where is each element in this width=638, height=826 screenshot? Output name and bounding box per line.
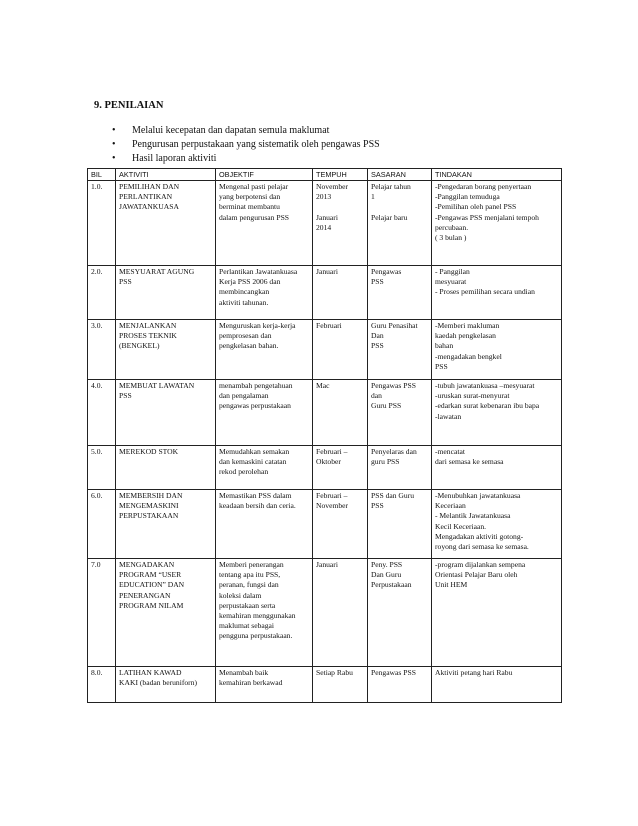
objektif-line: berminat membantu [219, 202, 280, 212]
cell-tempuh [313, 559, 368, 667]
cell-objektif [216, 490, 313, 559]
objektif-line: menambah pengetahuan [219, 381, 293, 390]
tindakan-line: dari semasa ke semasa [435, 457, 504, 467]
objektif-line: koleksi dalam [219, 590, 262, 600]
cell-tempuh [313, 667, 368, 703]
objektif-line: Kerja PSS 2006 dan [219, 277, 281, 287]
cell-sasaran [368, 559, 432, 667]
sasaran-line: dan [371, 391, 382, 401]
header-sasaran: SASARAN [368, 169, 432, 181]
cell-aktiviti [116, 320, 216, 380]
objektif-line: rekod perolehan [219, 467, 269, 477]
aktiviti-line: PERLANTIKAN [119, 192, 173, 202]
cell-tindakan [432, 490, 562, 559]
table-row [88, 446, 562, 490]
objektif-line: dalam pengurusan PSS [219, 212, 290, 222]
tindakan-line: Keceriaan [435, 501, 466, 511]
cell-sasaran [368, 181, 432, 266]
tindakan-line: Unit HEM [435, 580, 468, 590]
cell-aktiviti [116, 380, 216, 446]
tempuh-line: Februari [316, 321, 342, 330]
table-row [88, 181, 562, 266]
sasaran-line: PSS [371, 341, 384, 351]
sasaran-line: Dan [371, 331, 384, 341]
sasaran-line: Dan Guru [371, 570, 402, 580]
cell-tempuh [313, 181, 368, 266]
cell-bil: 4.0. [88, 380, 116, 446]
aktiviti-line: PROGRAM “USER [119, 570, 182, 580]
objektif-line: peranan, fungsi dan [219, 580, 279, 590]
sasaran-line: Guru PSS [371, 401, 402, 411]
tindakan-line: -Memberi makluman [435, 321, 500, 330]
aktiviti-line: MEREKOD STOK [119, 447, 179, 456]
objektif-line: Mengenal pasti pelajar [219, 182, 289, 191]
cell-sasaran [368, 667, 432, 703]
cell-tindakan [432, 181, 562, 266]
sasaran-line: 1 [371, 192, 375, 202]
cell-sasaran [368, 490, 432, 559]
cell-tindakan [432, 559, 562, 667]
cell-tempuh [313, 490, 368, 559]
sasaran-line: Penyelaras dan [371, 447, 417, 456]
sasaran-line [371, 202, 428, 212]
aktiviti-line: MENGADAKAN [119, 560, 175, 569]
objektif-line: maklumat sebagai [219, 621, 275, 631]
tempuh-line: Februari – [316, 447, 348, 456]
tindakan-line: bahan [435, 341, 454, 351]
table-row [88, 266, 562, 320]
tindakan-line: -Pengedaran borang penyertaan [435, 182, 532, 191]
cell-sasaran [368, 446, 432, 490]
tindakan-line: -edarkan surat kebenaran ibu bapa [435, 401, 540, 411]
cell-bil: 2.0. [88, 266, 116, 320]
cell-bil: 3.0. [88, 320, 116, 380]
cell-bil: 7.0 [88, 559, 116, 667]
tempuh-line: November [316, 501, 349, 511]
sasaran-line: Pengawas PSS [371, 381, 416, 390]
sasaran-line: Peny. PSS [371, 560, 403, 569]
table-row [88, 490, 562, 559]
tindakan-line: Mengadakan aktiviti gotong- [435, 531, 524, 541]
aktiviti-line: EDUCATION” DAN [119, 580, 185, 590]
bullet-item: • Hasil laporan aktiviti [112, 152, 380, 166]
aktiviti-line: KAKI (badan beruniforn) [119, 678, 198, 688]
tempuh-line [316, 202, 364, 212]
bullet-item: • Melalui kecepatan dan dapatan semula maklumat [112, 124, 380, 138]
evaluation-bullet-list [112, 124, 380, 166]
header-bil: BIL [88, 169, 116, 181]
tindakan-line: Aktiviti petang hari Rabu [435, 668, 513, 677]
header-aktiviti: AKTIVITI [116, 169, 216, 181]
aktiviti-line: PSS [119, 391, 132, 401]
sasaran-line: Pengawas PSS [371, 668, 416, 677]
tempuh-line: Mac [316, 381, 330, 390]
tindakan-line: -tubuh jawatankuasa –mesyuarat [435, 381, 535, 390]
cell-objektif [216, 667, 313, 703]
table-body [88, 181, 562, 703]
tempuh-line: Januari [316, 212, 338, 222]
objektif-line: perpustakaan serta [219, 600, 276, 610]
tindakan-line: - Proses pemilihan secara undian [435, 287, 535, 297]
objektif-line: pemprosesan dan [219, 331, 272, 341]
objektif-line: membincangkan [219, 287, 270, 297]
objektif-line: Memudahkan semakan [219, 447, 290, 456]
aktiviti-line: MENGEMASKINI [119, 501, 179, 511]
sasaran-line: Guru Penasihat [371, 321, 418, 330]
cell-aktiviti [116, 490, 216, 559]
objektif-line: Menguruskan kerja-kerja [219, 321, 296, 330]
tempuh-line: November [316, 182, 349, 191]
cell-bil: 6.0. [88, 490, 116, 559]
cell-bil: 5.0. [88, 446, 116, 490]
cell-sasaran [368, 320, 432, 380]
sasaran-line: PSS dan Guru [371, 491, 415, 500]
tempuh-line: Oktober [316, 457, 341, 467]
objektif-line: kemahiran menggunakan [219, 611, 296, 621]
header-objektif: OBJEKTIF [216, 169, 313, 181]
sasaran-line: Pelajar baru [371, 212, 408, 222]
activity-table [87, 168, 562, 703]
tindakan-line: -Menubuhkan jawatankuasa [435, 491, 521, 500]
bullet-item: • Pengurusan perpustakaan yang sistematik oleh pengawas PSS [112, 138, 380, 152]
objektif-line: pengkelasan bahan. [219, 341, 279, 351]
tindakan-line: - Melantik Jawatankuasa [435, 511, 511, 521]
objektif-line: Memberi penerangan [219, 560, 284, 569]
cell-bil: 8.0. [88, 667, 116, 703]
tindakan-line: -uruskan surat-menyurat [435, 391, 510, 401]
tindakan-line: mesyuarat [435, 277, 467, 287]
objektif-line: keadaan bersih dan ceria. [219, 501, 296, 511]
cell-aktiviti [116, 266, 216, 320]
table-row [88, 380, 562, 446]
tindakan-line: PSS [435, 361, 448, 371]
sasaran-line: Perpustakaan [371, 580, 412, 590]
aktiviti-line: JAWATANKUASA [119, 202, 179, 212]
tempuh-line: 2013 [316, 192, 332, 202]
tindakan-line: -lawatan [435, 411, 462, 421]
aktiviti-line: (BENGKEL) [119, 341, 160, 351]
aktiviti-line: MEMBERSIH DAN [119, 491, 183, 500]
cell-bil: 1.0. [88, 181, 116, 266]
sasaran-line: Pelajar tahun [371, 182, 411, 191]
tindakan-line: - Panggilan [435, 267, 470, 276]
tindakan-line: Kecil Keceriaan. [435, 521, 487, 531]
cell-aktiviti [116, 181, 216, 266]
objektif-line: tentang apa itu PSS, [219, 570, 281, 580]
objektif-line: dan kemaskini catatan [219, 457, 287, 467]
cell-tempuh [313, 320, 368, 380]
header-tempuh: TEMPUH [313, 169, 368, 181]
tindakan-line: -mengadakan bengkel [435, 351, 502, 361]
header-tindakan: TINDAKAN [432, 169, 562, 181]
aktiviti-line: MESYUARAT AGUNG [119, 267, 195, 276]
cell-tempuh [313, 380, 368, 446]
cell-objektif [216, 266, 313, 320]
objektif-line: Perlantikan Jawatankuasa [219, 267, 298, 276]
aktiviti-line: PEMILIHAN DAN [119, 182, 180, 191]
objektif-line: kemahiran berkawad [219, 678, 283, 688]
cell-objektif [216, 380, 313, 446]
objektif-line: aktiviti tahunan. [219, 297, 269, 307]
cell-tindakan [432, 667, 562, 703]
tindakan-line: kaedah pengkelasan [435, 331, 496, 341]
sasaran-line: Pengawas [371, 267, 402, 276]
tindakan-line: ( 3 bulan ) [435, 233, 467, 243]
tempuh-line: Januari [316, 560, 338, 569]
tempuh-line: Februari – [316, 491, 348, 500]
cell-objektif [216, 446, 313, 490]
aktiviti-line: MEMBUAT LAWATAN [119, 381, 195, 390]
cell-tindakan [432, 380, 562, 446]
table-header-row [88, 169, 562, 181]
aktiviti-line: PROGRAM NILAM [119, 600, 184, 610]
tindakan-line: -Panggilan temuduga [435, 192, 500, 202]
tempuh-line: Setiap Rabu [316, 668, 353, 677]
cell-aktiviti [116, 559, 216, 667]
cell-tindakan [432, 320, 562, 380]
aktiviti-line: MENJALANKAN [119, 321, 177, 330]
cell-sasaran [368, 266, 432, 320]
cell-sasaran [368, 380, 432, 446]
cell-objektif [216, 320, 313, 380]
cell-tempuh [313, 266, 368, 320]
cell-aktiviti [116, 667, 216, 703]
objektif-line: pengguna perpustakaan. [219, 631, 293, 641]
aktiviti-line: LATIHAN KAWAD [119, 668, 182, 677]
objektif-line: yang berpotensi dan [219, 192, 281, 202]
tempuh-line: 2014 [316, 222, 332, 232]
section-heading: 9. PENILAIAN [94, 100, 164, 111]
aktiviti-line: PSS [119, 277, 132, 287]
cell-aktiviti [116, 446, 216, 490]
cell-tindakan [432, 266, 562, 320]
sasaran-line: guru PSS [371, 457, 400, 467]
cell-objektif [216, 181, 313, 266]
tindakan-line: -Pemilihan oleh panel PSS [435, 202, 517, 212]
sasaran-line: PSS [371, 277, 384, 287]
table-row [88, 667, 562, 703]
aktiviti-line: PENERANGAN [119, 590, 171, 600]
tindakan-line: -mencatat [435, 447, 465, 456]
sasaran-line: PSS [371, 501, 384, 511]
tempuh-line: Januari [316, 267, 338, 276]
objektif-line: pengawas perpustakaan [219, 401, 291, 411]
aktiviti-line: PERPUSTAKAAN [119, 511, 179, 521]
tindakan-line: Orientasi Pelajar Baru oleh [435, 570, 518, 580]
cell-objektif [216, 559, 313, 667]
objektif-line: Menambah baik [219, 668, 269, 677]
objektif-line: dan pengalaman [219, 391, 269, 401]
tindakan-line: percubaan. [435, 222, 469, 232]
objektif-line: Memastikan PSS dalam [219, 491, 292, 500]
cell-tempuh [313, 446, 368, 490]
table-row [88, 320, 562, 380]
tindakan-line: royong dari semasa ke semasa. [435, 542, 529, 552]
tindakan-line: -Pengawas PSS menjalani tempoh [435, 212, 539, 222]
table-row [88, 559, 562, 667]
cell-tindakan [432, 446, 562, 490]
aktiviti-line: PROSES TEKNIK [119, 331, 177, 341]
tindakan-line: -program dijalankan sempena [435, 560, 526, 569]
